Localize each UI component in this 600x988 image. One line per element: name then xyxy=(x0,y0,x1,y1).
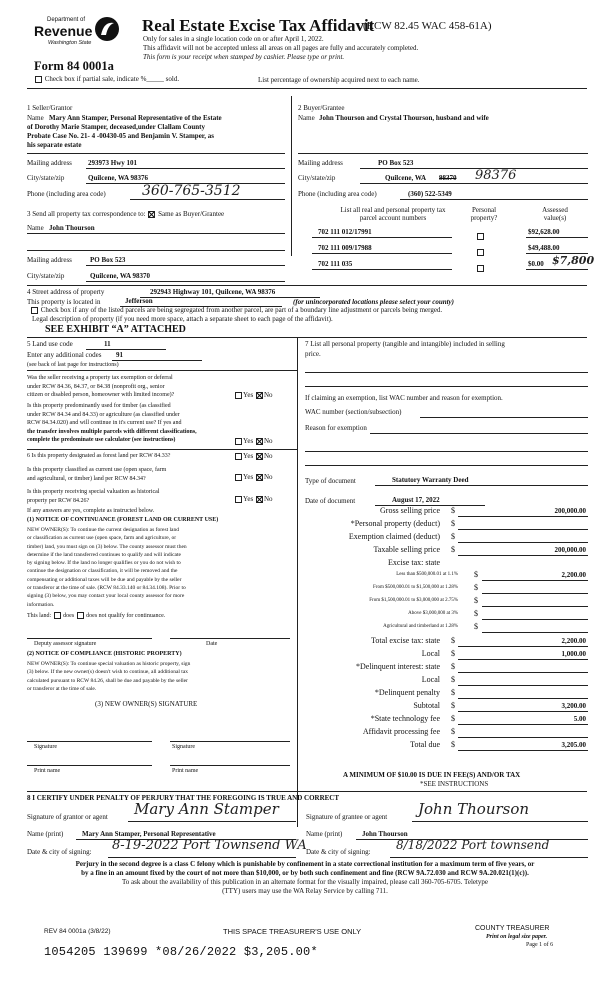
seller-mailing-label: Mailing address xyxy=(27,159,72,167)
bracket-2-dollar: $ xyxy=(474,583,478,592)
buyer-city-label: City/state/zip xyxy=(298,174,336,182)
perjury-line-4: (TTY) users may use the WA Relay Service by calling 711. xyxy=(222,887,388,895)
perjury-line-2: by a fine in an amount fixed by the court of not more than $10,000, or by both such confinement and fine (RCW 9A.72.030 and RCW 9A.20.021(1)(c)). xyxy=(81,869,529,877)
gross-price-value[interactable]: 200,000.00 xyxy=(554,507,586,515)
delinquent-state-label: *Delinquent interest: state xyxy=(356,662,440,671)
header-note-2: This affidavit will not be accepted unless all areas on all pages are fully and accurately completed. xyxy=(143,44,419,52)
grantor-signature-label: Signature of grantor or agent xyxy=(27,813,108,821)
exemption-no-checkbox[interactable] xyxy=(256,392,263,399)
timber-yes-no: Yes No xyxy=(234,437,273,445)
exemption-claim-label: If claiming an exemption, list WAC number and reason for exemption. xyxy=(305,394,503,402)
additional-codes-field[interactable]: 91 xyxy=(116,351,123,359)
buyer-name-label: Name xyxy=(298,114,315,122)
deputy-date-label: Date xyxy=(206,641,218,647)
corr-city-label: City/state/zip xyxy=(27,272,65,280)
seller-name-line-2: of Dorothy Marie Stamper, deceased,under Clallam County xyxy=(27,123,205,131)
seller-city-label: City/state/zip xyxy=(27,174,65,182)
revision-label: REV 84 0001a (3/8/22) xyxy=(44,928,111,935)
compliance-title: (2) NOTICE OF COMPLIANCE (HISTORIC PROPERTY) xyxy=(27,651,182,657)
corr-name-field[interactable]: John Thourson xyxy=(49,224,95,232)
timber-no-checkbox[interactable] xyxy=(256,438,263,445)
total-state-value[interactable]: 2,200.00 xyxy=(561,637,586,645)
parcel-number-1[interactable]: 702 111 012/17991 xyxy=(318,228,372,236)
subtotal-value[interactable]: 3,200.00 xyxy=(561,702,586,710)
forest-yes-no: Yes No xyxy=(234,452,273,460)
partial-sale-row xyxy=(34,75,179,83)
personal-dollar: $ xyxy=(451,519,455,528)
same-as-buyer-label: Same as Buyer/Grantee xyxy=(158,210,225,218)
excise-state-label: Excise tax: state xyxy=(388,558,440,567)
grantee-name-field[interactable]: John Thourson xyxy=(362,830,408,838)
dept-line: Department of xyxy=(47,17,86,23)
county-treasurer-label: COUNTY TREASURER xyxy=(475,925,550,932)
historic-yes-checkbox[interactable] xyxy=(235,496,242,503)
grantor-name-label: Name (print) xyxy=(27,830,64,838)
boundary-row xyxy=(30,306,442,314)
perjury-line-1: Perjury in the second degree is a class C felony which is punishable by confinement in a state correctional institution for a maximum term of five years, or xyxy=(75,860,535,868)
bracket-3-dollar: $ xyxy=(474,596,478,605)
corr-name-label: Name xyxy=(27,224,44,232)
grantee-signature-label: Signature of grantee or agent xyxy=(306,813,388,821)
exemption-dollar: $ xyxy=(451,532,455,541)
gross-dollar: $ xyxy=(451,506,455,515)
buyer-city-field[interactable]: Quilcene, WA xyxy=(385,174,427,182)
historic-no-checkbox[interactable] xyxy=(256,496,263,503)
personal-deduct-label: *Personal property (deduct) xyxy=(350,519,440,528)
buyer-mailing-label: Mailing address xyxy=(298,159,343,167)
seller-name-line-3: Probate Case No. 21- 4 -00430-05 and Benjamin V. Stamper, as xyxy=(27,132,214,140)
grantee-date-field[interactable]: 8/18/2022 Port townsend xyxy=(396,838,550,852)
wac-number-label: WAC number (section/subsection) xyxy=(305,408,402,416)
treasurer-use-label: THIS SPACE TREASURER'S USE ONLY xyxy=(223,927,362,936)
grantor-date-field[interactable]: 8-19-2022 Port Townsend WA xyxy=(112,838,307,853)
certify-heading: 8 I CERTIFY UNDER PENALTY OF PERJURY THAT THE FOREGOING IS TRUE AND CORRECT xyxy=(27,794,340,802)
grantee-signature[interactable]: John Thourson xyxy=(418,800,530,818)
total-due-label: Total due xyxy=(410,740,440,749)
bracket-5-dollar: $ xyxy=(474,622,478,631)
street-label: 4 Street address of property xyxy=(27,288,105,296)
forest-yes-checkbox[interactable] xyxy=(235,453,242,460)
bracket-4-dollar: $ xyxy=(474,609,478,618)
subtotal-dollar: $ xyxy=(451,701,455,710)
bracket-4-label: Above $3,000,000 at 3% xyxy=(408,611,458,616)
correspondence-heading: 3 Send all property tax correspondence to: xyxy=(27,210,146,218)
grantor-date-label: Date & city of signing: xyxy=(27,848,92,856)
same-as-buyer-checkbox[interactable] xyxy=(148,211,155,218)
continuance-body: NEW OWNER(S): To continue the current designation as forest land or classification as current use (open space, farm and agriculture, or timber) land, you must sign on (3) below. The county assessor must then determine if the land transferred continues to qualify and will indicate by signing below. If the land no longer qualifies or you do not wish to continue the designation or classification, it will be removed and the compensating or additional taxes will be due and payable by the seller or transferor at the time of sale. (RCW 84.33.140 or 84.34.108). Prior to signing (3) below, you may contact your local county assessor for more information. xyxy=(27,527,187,608)
header-note-1: Only for sales in a single location code on or after April 1, 2022. xyxy=(143,35,324,43)
current-use-question: Is this property classified as current use (open space, farm and agricultural, or timber) land per RCW 84.34? xyxy=(27,467,167,482)
forest-question: 6 Is this property designated as forest land per RCW 84.33? xyxy=(27,453,171,459)
corr-mailing-field[interactable]: PO Box 523 xyxy=(90,256,126,264)
forest-no-checkbox[interactable] xyxy=(256,453,263,460)
page-number: Page 1 of 6 xyxy=(526,942,554,948)
personal-property-checkbox-3[interactable] xyxy=(476,259,485,277)
assessed-value-3-hand: $7,800 xyxy=(552,254,595,267)
bracket-2-label: From $500,000.01 to $1,500,000 at 1.28% xyxy=(373,585,458,590)
tech-fee-dollar: $ xyxy=(451,714,455,723)
assessed-col-header: Assessed value(s) xyxy=(542,206,568,222)
land-use-label: 5 Land use code xyxy=(27,340,73,348)
assessed-value-1[interactable]: $92,628.00 xyxy=(528,228,560,236)
taxable-dollar: $ xyxy=(451,545,455,554)
new-owner-signature-label-2: Signature xyxy=(172,744,195,750)
doc-type-label: Type of document xyxy=(305,477,356,485)
dept-name: Revenue xyxy=(34,23,93,39)
bracket-1-label: Less than $500,000.01 at 1.1% xyxy=(396,572,458,577)
bracket-1-value[interactable]: 2,200.00 xyxy=(561,571,586,579)
seller-name-line-4: his separate estate xyxy=(27,141,82,149)
parcel-number-3[interactable]: 702 111 035 xyxy=(318,260,353,268)
timber-question: Is this property predominantly used for timber (as classified under RCW 84.34 and 84.33) or agriculture (as classified under RCW 84.34.020) and will continue in it's current use? If yes and the transfer involves multiple parcels with different classifications, complete the predominate use calculator (see instructions) xyxy=(27,403,197,443)
new-owner-print-name-2: Print name xyxy=(172,768,199,774)
bracket-3-label: From $1,500,000.01 to $3,000,000 at 2.75% xyxy=(369,598,458,603)
seller-phone-label: Phone (including area code) xyxy=(27,190,106,198)
doc-date-label: Date of document xyxy=(305,497,356,505)
dor-logo-icon xyxy=(94,15,120,43)
grantor-name-field[interactable]: Mary Ann Stamper, Personal Representative xyxy=(82,830,216,838)
grantor-signature[interactable]: Mary Ann Stamper xyxy=(134,800,279,818)
tech-fee-value[interactable]: 5.00 xyxy=(573,715,586,723)
continuance-title: (1) NOTICE OF CONTINUANCE (FOREST LAND OR CURRENT USE) xyxy=(27,517,219,523)
deputy-signature-label: Deputy assessor signature xyxy=(34,641,97,647)
form-title: Real Estate Excise Tax Affidavit xyxy=(142,16,375,35)
header-note-3: This form is your receipt when stamped by cashier. Please type or print. xyxy=(143,53,345,61)
current-use-no-checkbox[interactable] xyxy=(256,474,263,481)
historic-yes-no: Yes No xyxy=(234,495,273,503)
subtotal-label: Subtotal xyxy=(413,701,440,710)
assessed-value-2[interactable]: $49,488.00 xyxy=(528,244,560,252)
processing-fee-label: Affidavit processing fee xyxy=(362,727,440,736)
buyer-phone-field[interactable]: (360) 522-5349 xyxy=(408,190,452,198)
see-back-note: (see back of last page for instructions) xyxy=(27,362,119,368)
bracket-5-label: Agricultural and timberland at 1.28% xyxy=(383,624,458,629)
county-field[interactable]: Jefferson xyxy=(125,297,153,305)
partial-sale-checkbox[interactable] xyxy=(35,76,42,83)
personal-property-heading: 7 List all personal property (tangible and intangible) included in selling xyxy=(305,340,505,348)
buyer-heading: 2 Buyer/Grantee xyxy=(298,104,345,112)
total-due-dollar: $ xyxy=(451,740,455,749)
qualify-does-not-checkbox[interactable] xyxy=(77,612,84,619)
perjury-line-3: To ask about the availability of this publication in an alternate format for the visually impaired, please call 360-705-6705. Teletype xyxy=(121,878,489,886)
buyer-city-hand-zip: 98376 xyxy=(475,168,517,183)
delinquent-local-label: Local xyxy=(421,675,440,684)
minimum-fee-note: A MINIMUM OF $10.00 IS DUE IN FEE(S) AND/OR TAX xyxy=(343,771,521,779)
compliance-body: NEW OWNER(S): To continue special valuation as historic property, sign (3) below. If the new owner(s) doesn't wish to continue, all additional tax calculated pursuant to RCW 84.26, shall be due and payable by the seller or transferor at the time of sale. xyxy=(27,661,191,692)
seller-phone-field[interactable]: 360-765-3512 xyxy=(142,183,241,199)
buyer-mailing-field[interactable]: PO Box 523 xyxy=(378,159,414,167)
buyer-phone-label: Phone (including area code) xyxy=(298,190,377,198)
seller-city-field[interactable]: Quilcene, WA 98376 xyxy=(88,174,148,182)
form-number: Form 84 0001a xyxy=(34,59,114,73)
bracket-1-dollar: $ xyxy=(474,570,478,579)
exemption-deduct-label: Exemption claimed (deduct) xyxy=(348,532,440,541)
corr-mailing-label: Mailing address xyxy=(27,256,72,264)
corr-city-field[interactable]: Quilcene, WA 98370 xyxy=(90,272,150,280)
seller-heading: 1 Seller/Grantor xyxy=(27,104,73,112)
buyer-city-struck-zip: 98370 xyxy=(439,174,457,182)
county-label: This property is located in xyxy=(27,298,101,306)
correspondence-row xyxy=(27,210,224,218)
grantee-date-label: Date & city of signing: xyxy=(306,848,371,856)
delinquent-penalty-label: *Delinquent penalty xyxy=(374,688,440,697)
qualify-does-checkbox[interactable] xyxy=(54,612,61,619)
historic-question: Is this property receiving special valuation as historical property per RCW 84.26? xyxy=(27,489,160,504)
exhibit-note: SEE EXHIBIT “A” ATTACHED xyxy=(45,324,186,335)
local-tax-label: Local xyxy=(421,649,440,658)
legal-description-label: Legal description of property (if you need more space, attach a separate sheet to each page of the affidavit). xyxy=(32,315,333,323)
exemption-question: Was the seller receiving a property tax exemption or deferral under RCW 84.36, 84.37, or 84.38 (nonprofit org., senior citizen or disabled person, homeowner with limited income)? xyxy=(27,375,175,398)
total-state-dollar: $ xyxy=(451,636,455,645)
additional-codes-label: Enter any additional codes xyxy=(27,351,102,359)
doc-date-field[interactable]: August 17, 2022 xyxy=(392,496,440,504)
local-tax-dollar: $ xyxy=(451,649,455,658)
percent-note: List percentage of ownership acquired next to each name. xyxy=(258,76,420,84)
county-note: (for unincorporated locations please select your county) xyxy=(293,298,454,306)
boundary-checkbox[interactable] xyxy=(31,307,38,314)
if-yes-note: If any answers are yes, complete as instructed below. xyxy=(27,508,155,514)
buyer-name-field[interactable]: John Thourson and Crystal Thourson, husband and wife xyxy=(319,114,489,122)
delinquent-penalty-dollar: $ xyxy=(451,688,455,697)
personal-col-header: Personal property? xyxy=(470,206,498,222)
doc-type-field[interactable]: Statutory Warranty Deed xyxy=(392,476,469,484)
timber-yes-checkbox[interactable] xyxy=(235,438,242,445)
delinquent-state-dollar: $ xyxy=(451,662,455,671)
gross-price-label: Gross selling price xyxy=(380,506,440,515)
new-owner-print-name-1: Print name xyxy=(34,768,61,774)
exemption-yes-checkbox[interactable] xyxy=(235,392,242,399)
land-use-field[interactable]: 11 xyxy=(104,340,111,348)
partial-sale-label: Check box if partial sale, indicate %_____ sold. xyxy=(44,75,180,83)
local-tax-value[interactable]: 1,000.00 xyxy=(561,650,586,658)
taxable-price-value[interactable]: 200,000.00 xyxy=(554,546,586,554)
exemption-yes-no: Yes No xyxy=(234,391,273,399)
new-owner-signature-title: (3) NEW OWNER(S) SIGNATURE xyxy=(95,700,198,708)
exemption-reason-label: Reason for exemption xyxy=(305,424,367,432)
taxable-price-label: Taxable selling price xyxy=(373,545,440,554)
parcel-col-header: List all real and personal property tax parcel account numbers xyxy=(340,206,446,222)
cashier-receipt-stamp: 1054205 139699 *08/26/2022 $3,205.00* xyxy=(44,945,318,959)
personal-property-heading-2: price. xyxy=(305,350,321,358)
current-use-yes-no: Yes No xyxy=(234,473,273,481)
tech-fee-label: *State technology fee xyxy=(370,714,440,723)
boundary-label: Check box if any of the listed parcels are being segregated from another parcel, are part of a boundary line adjustment or parcels being merged. xyxy=(40,306,443,314)
see-instructions-note: *SEE INSTRUCTIONS xyxy=(420,780,489,788)
legal-size-note: Print on legal size paper. xyxy=(486,934,548,940)
current-use-yes-checkbox[interactable] xyxy=(235,474,242,481)
new-owner-signature-label-1: Signature xyxy=(34,744,57,750)
total-due-value[interactable]: 3,205.00 xyxy=(561,741,586,749)
parcel-number-2[interactable]: 702 111 009/17988 xyxy=(318,244,372,252)
seller-name-line-1: Mary Ann Stamper, Personal Representative of the Estate xyxy=(49,114,222,122)
delinquent-local-dollar: $ xyxy=(451,675,455,684)
total-state-label: Total excise tax: state xyxy=(371,636,440,645)
assessed-value-3[interactable]: $0.00 xyxy=(528,260,544,268)
seller-mailing-field[interactable]: 293973 Hwy 101 xyxy=(88,159,137,167)
seller-name-label: Name xyxy=(27,114,44,122)
processing-fee-dollar: $ xyxy=(451,727,455,736)
dept-state: Washington State xyxy=(48,40,92,46)
street-address-field[interactable]: 292943 Highway 101, Quilcene, WA 98376 xyxy=(150,288,276,296)
form-citation: (RCW 82.45 WAC 458-61A) xyxy=(363,20,492,32)
grantee-name-label: Name (print) xyxy=(306,830,343,838)
qualify-row: This land: does does not qualify for continuance. xyxy=(27,612,166,619)
